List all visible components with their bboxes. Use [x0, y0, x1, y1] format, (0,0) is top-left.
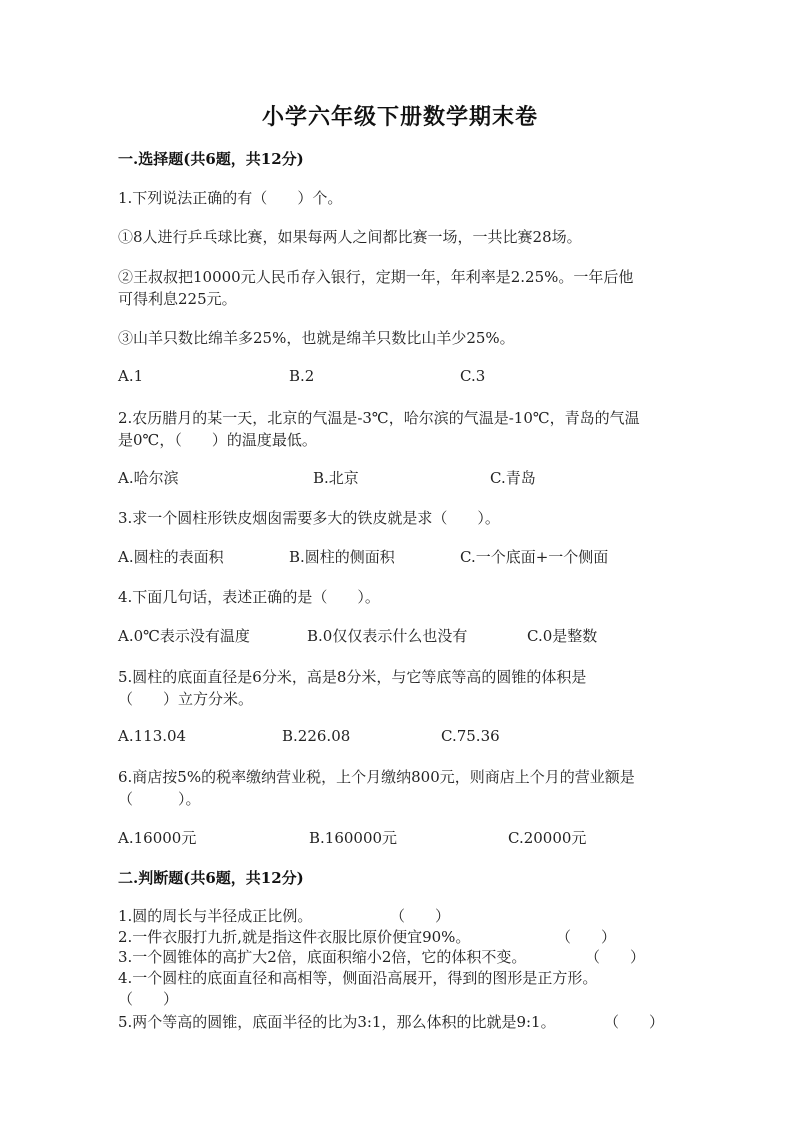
question-1-statement-2-line-2: 可得利息225元。: [118, 290, 237, 308]
judgement-item-1-text: 1.圆的周长与半径成正比例。: [118, 907, 313, 925]
question-2-option-c[interactable]: C.青岛: [490, 469, 536, 487]
question-1-option-c[interactable]: C.3: [460, 367, 486, 385]
question-4-option-a[interactable]: A.0℃表示没有温度: [118, 627, 250, 645]
question-4-option-c[interactable]: C.0是整数: [527, 627, 598, 645]
question-3-option-b[interactable]: B.圆柱的侧面积: [289, 548, 395, 566]
question-5-option-b[interactable]: B.226.08: [282, 727, 351, 745]
judgement-item-4: [118, 968, 597, 988]
judgement-item-2-text: 2.一件衣服打九折,就是指这件衣服比原价便宜90%。: [118, 928, 471, 946]
judgement-item-1-blank[interactable]: （ ）: [390, 907, 451, 925]
judgement-item-5-blank[interactable]: （ ）: [604, 1013, 665, 1031]
question-4-stem: 4.下面几句话，表述正确的是（ ）。: [118, 588, 380, 606]
question-3-stem: 3.求一个圆柱形铁皮烟囱需要多大的铁皮就是求（ ）。: [118, 509, 500, 527]
question-1-option-a[interactable]: A.1: [118, 367, 144, 385]
judgement-item-2-blank[interactable]: （ ）: [556, 928, 617, 946]
judgement-item-3-text: 3.一个圆锥体的高扩大2倍，底面积缩小2倍，它的体积不变。: [118, 948, 527, 966]
page-title: 小学六年级下册数学期末卷: [261, 104, 538, 130]
question-1-statement-1: ①8人进行乒乓球比赛，如果每两人之间都比赛一场，一共比赛28场。: [118, 228, 582, 246]
question-1-stem: 1.下列说法正确的有（ ）个。: [118, 189, 343, 207]
question-6-line-1: 6.商店按5%的税率缴纳营业税，上个月缴纳800元，则商店上个月的营业额是: [118, 768, 635, 786]
question-1-statement-2-line-1: ②王叔叔把10000元人民币存入银行，定期一年，年利率是2.25%。一年后他: [118, 268, 634, 286]
question-3-option-a[interactable]: A.圆柱的表面积: [118, 548, 224, 566]
question-5-option-a[interactable]: A.113.04: [118, 727, 187, 745]
judgement-item-4-text: 4.一个圆柱的底面直径和高相等，侧面沿高展开，得到的图形是正方形。: [118, 969, 598, 987]
judgement-item-3-blank[interactable]: （ ）: [585, 948, 646, 966]
question-2-line-1: 2.农历腊月的某一天，北京的气温是-3℃，哈尔滨的气温是-10℃，青岛的气温: [118, 409, 640, 427]
judgement-item-2: [118, 927, 470, 947]
question-6-line-2: （ ）。: [118, 790, 201, 808]
section-heading-judgement: 二.判断题(共6题，共12分): [118, 869, 304, 887]
question-4-option-b[interactable]: B.0仅仅表示什么也没有: [307, 627, 468, 645]
judgement-item-3: [118, 947, 526, 967]
question-5-line-1: 5.圆柱的底面直径是6分米，高是8分米，与它等底等高的圆锥的体积是: [118, 668, 587, 686]
question-6-option-b[interactable]: B.160000元: [309, 829, 398, 847]
judgement-item-1: [118, 906, 312, 926]
question-2-option-a[interactable]: A.哈尔滨: [118, 469, 179, 487]
section-heading-choice: 一.选择题(共6题，共12分): [118, 150, 304, 168]
question-2-line-2: 是0℃，（ ）的温度最低。: [118, 431, 317, 449]
question-2-option-b[interactable]: B.北京: [313, 469, 359, 487]
question-5-line-2: （ ）立方分米。: [118, 690, 254, 708]
judgement-item-4-blank[interactable]: （ ）: [118, 990, 179, 1008]
question-5-option-c[interactable]: C.75.36: [441, 727, 500, 745]
judgement-item-5: [118, 1012, 556, 1032]
question-6-option-a[interactable]: A.16000元: [118, 829, 197, 847]
question-1-option-b[interactable]: B.2: [289, 367, 315, 385]
judgement-item-5-text: 5.两个等高的圆锥，底面半径的比为3:1，那么体积的比就是9:1。: [118, 1013, 556, 1031]
question-6-option-c[interactable]: C.20000元: [508, 829, 587, 847]
question-1-statement-3: ③山羊只数比绵羊多25%，也就是绵羊只数比山羊少25%。: [118, 329, 515, 347]
question-3-option-c[interactable]: C.一个底面+一个侧面: [460, 548, 609, 566]
